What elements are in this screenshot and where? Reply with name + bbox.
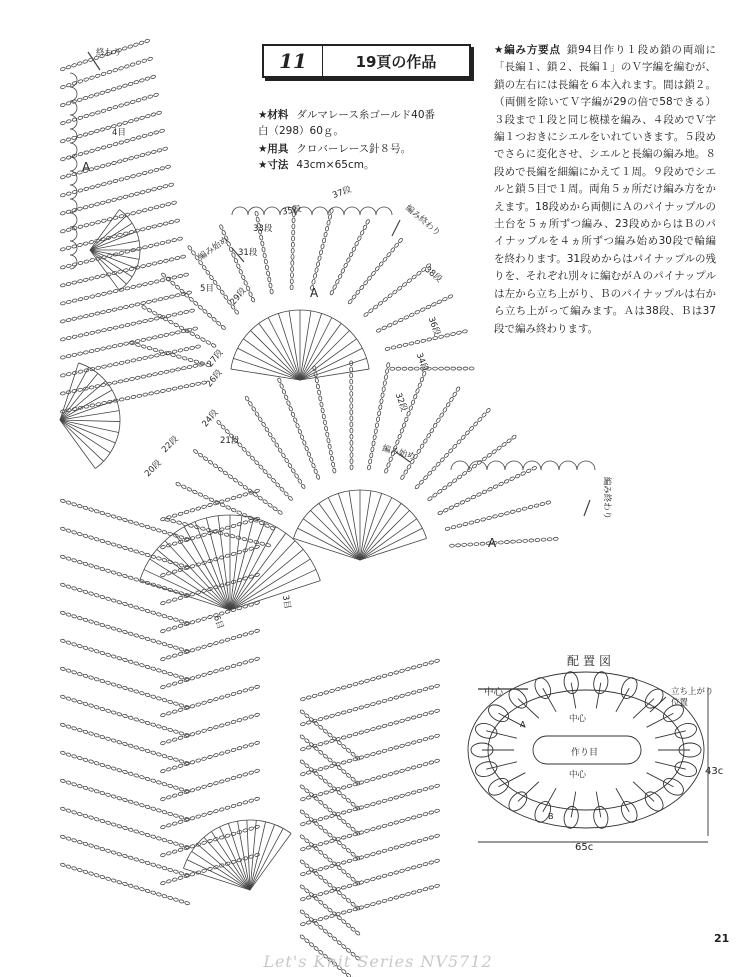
pineapple-a-label: A	[82, 160, 91, 174]
row-label: 27段	[205, 348, 226, 370]
row-label: 35段	[281, 204, 303, 218]
diagram-rise-label: 立ち上がり位置	[671, 687, 714, 708]
row-label: 24段	[200, 408, 221, 430]
stitch-label: 3目	[279, 594, 293, 610]
layout-diagram-title: 配置図	[567, 654, 616, 668]
diagram-a-label: A	[520, 720, 526, 729]
row-label: 32段	[392, 391, 409, 414]
instructions-text: 鎖94目作り１段め鎖の両端に「長編１、鎖２、長編１」のＶ字編を編むが、鎖の左右には長編を６本入れます。間は鎖２。（両側を除いてＶ字編が29の倍で58できる）３段まで１段と同じ模様を編み、４段めでＶ字編１つおきにシエルをいれていきます。５段めでさらに変化させ、シエルと長編の編み地。８段めで長編を細編にかえて１周。９段めでシエルと鎖５目で１周。両角５ヵ所だけ編み方をかえます。18段めから両側にＡのパイナップルの土台を５ヵ所ずつ編み、23段めからはＢのパイナップルを４ヵ所ずつ編み始め30段で輪編を終わります。31段めからはパイナップルの残りを、それぞれ別々に編むがＡのパイナップルは左から立ち上がり、Ｂのパイナップルは右から立ち上がって編みます。Ａは38段、Ｂは37段で編み終わります。	[494, 44, 716, 335]
materials-text: ダルマレース糸ゴールド40番	[296, 109, 436, 121]
row-label: 26段	[204, 368, 225, 390]
end-label: 編み終わり	[601, 476, 612, 520]
row-label: 21段	[220, 436, 240, 446]
row-label: 36段	[425, 315, 442, 338]
row-label: 37段	[331, 184, 353, 201]
materials-label: ★材料	[258, 109, 289, 121]
size-label: ★寸法	[258, 159, 289, 171]
row-label: 29段	[228, 286, 249, 308]
row-label: 22段	[160, 434, 181, 456]
instructions-label: ★編み方要点	[494, 44, 561, 56]
row-label: 20段	[143, 458, 164, 480]
end-label: 編み終わり	[403, 203, 443, 239]
stitch-label: 5目	[200, 284, 214, 294]
pineapple-a-label: A	[310, 286, 319, 300]
diagram-b-label: B	[548, 812, 554, 821]
start-label: 編み始め	[196, 234, 231, 263]
stitch-label: 4目	[112, 128, 126, 138]
diagram-height-label: 43c	[705, 766, 724, 777]
tools-text: クロバーレース針８号。	[296, 143, 412, 155]
pattern-number: 11	[264, 46, 323, 76]
tools-label: ★用具	[258, 143, 289, 155]
diagram-center-label: 中心	[569, 770, 587, 780]
page-number: 21	[714, 932, 730, 945]
end-label: 終わり	[96, 48, 122, 58]
pineapple-a-label: A	[488, 536, 497, 550]
row-label: 38段	[422, 264, 444, 285]
diagram-center-label: 中心	[484, 687, 504, 698]
row-label: 31段	[238, 248, 258, 258]
size-text: 43cm×65cm。	[296, 159, 375, 171]
diagram-width-label: 65c	[575, 842, 594, 853]
row-label: 33段	[253, 224, 273, 234]
pattern-title: 19頁の作品	[355, 52, 437, 71]
stitch-label: 6目	[210, 614, 226, 631]
materials-text: 白（298）60ｇ。	[258, 125, 344, 137]
start-label: 編み始め	[381, 443, 417, 463]
diagram-center-label: 中心	[569, 714, 587, 724]
series-footer: Let's Knit Series NV5712	[263, 952, 493, 971]
diagram-foundation-label: 作り目	[571, 748, 599, 758]
row-label: 34段	[413, 351, 430, 374]
